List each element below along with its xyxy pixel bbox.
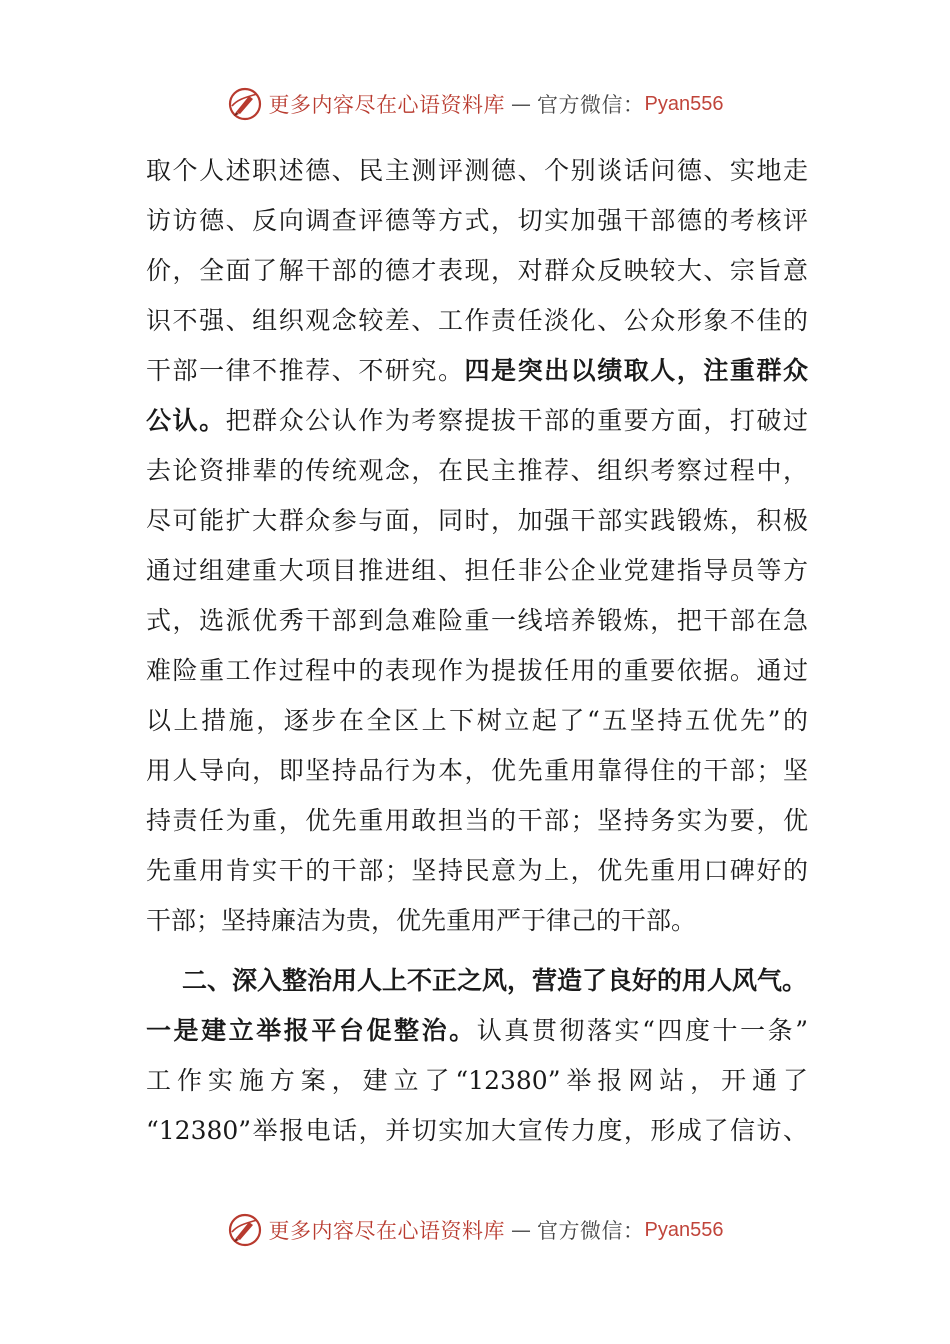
text-line: 干部一律不推荐、不研究。四是突出以绩取人，注重群众 bbox=[146, 356, 808, 385]
watermark-id: Pyan556 bbox=[644, 1218, 724, 1241]
watermark-main-text: 更多内容尽在心语资料库 bbox=[268, 93, 506, 117]
text-line: 以上措施，逐步在全区上下树立起了“五坚持五优先”的 bbox=[146, 706, 808, 735]
watermark-main-text: 更多内容尽在心语资料库 bbox=[268, 1219, 506, 1243]
bold-heading: 四是突出以绩取人，注重群众 bbox=[464, 356, 808, 385]
header-watermark bbox=[0, 84, 950, 124]
text-line: 一是建立举报平台促整治。认真贯彻落实“四度十一条” bbox=[146, 1016, 808, 1045]
text-line: 式，选派优秀干部到急难险重一线培养锻炼，把干部在急 bbox=[146, 606, 808, 635]
pen-logo-icon bbox=[227, 86, 263, 122]
watermark-label: 官方微信： bbox=[537, 1219, 645, 1243]
watermark-dash: — bbox=[511, 92, 532, 116]
text-line: 价，全面了解干部的德才表现，对群众反映较大、宗旨意 bbox=[146, 256, 808, 285]
text-line: 公认。把群众公认作为考察提拔干部的重要方面，打破过 bbox=[146, 406, 808, 435]
text-line: 用人导向，即坚持品行为本，优先重用靠得住的干部；坚 bbox=[146, 756, 808, 785]
text-line: 持责任为重，优先重用敢担当的干部；坚持务实为要，优 bbox=[146, 806, 808, 835]
text-line: 先重用肯实干的干部；坚持民意为上，优先重用口碑好的 bbox=[146, 856, 808, 885]
text-line: 难险重工作过程中的表现作为提拔任用的重要依据。通过 bbox=[146, 656, 808, 685]
text-line: 通过组建重大项目推进组、担任非公企业党建指导员等方 bbox=[146, 556, 808, 585]
text-line: 尽可能扩大群众参与面，同时，加强干部实践锻炼，积极 bbox=[146, 506, 808, 535]
text-line: 去论资排辈的传统观念，在民主推荐、组织考察过程中， bbox=[146, 456, 808, 485]
text-line: 识不强、组织观念较差、工作责任淡化、公众形象不佳的 bbox=[146, 306, 808, 335]
watermark-dash: — bbox=[511, 1218, 532, 1242]
bold-heading: 一是建立举报平台促整治。 bbox=[146, 1016, 477, 1045]
text-line: 访访德、反向调查评德等方式，切实加强干部德的考核评 bbox=[146, 206, 808, 235]
text-line: 干部；坚持廉洁为贵，优先重用严于律己的干部。 bbox=[146, 906, 697, 935]
watermark-label: 官方微信： bbox=[537, 93, 645, 117]
document-body bbox=[146, 146, 808, 1156]
bold-heading: 公认。 bbox=[146, 406, 226, 435]
pen-logo-icon bbox=[227, 1212, 263, 1248]
section-heading: 二、深入整治用人上不正之风，营造了良好的用人风气。 bbox=[182, 966, 808, 995]
watermark-id: Pyan556 bbox=[644, 92, 724, 115]
text-line: “12380”举报电话，并切实加大宣传力度，形成了信访、 bbox=[146, 1116, 808, 1145]
footer-watermark bbox=[0, 1210, 950, 1250]
text-line: 工作实施方案，建立了“12380”举报网站，开通了 bbox=[146, 1066, 808, 1095]
text-line: 取个人述职述德、民主测评测德、个别谈话问德、实地走 bbox=[146, 156, 808, 185]
